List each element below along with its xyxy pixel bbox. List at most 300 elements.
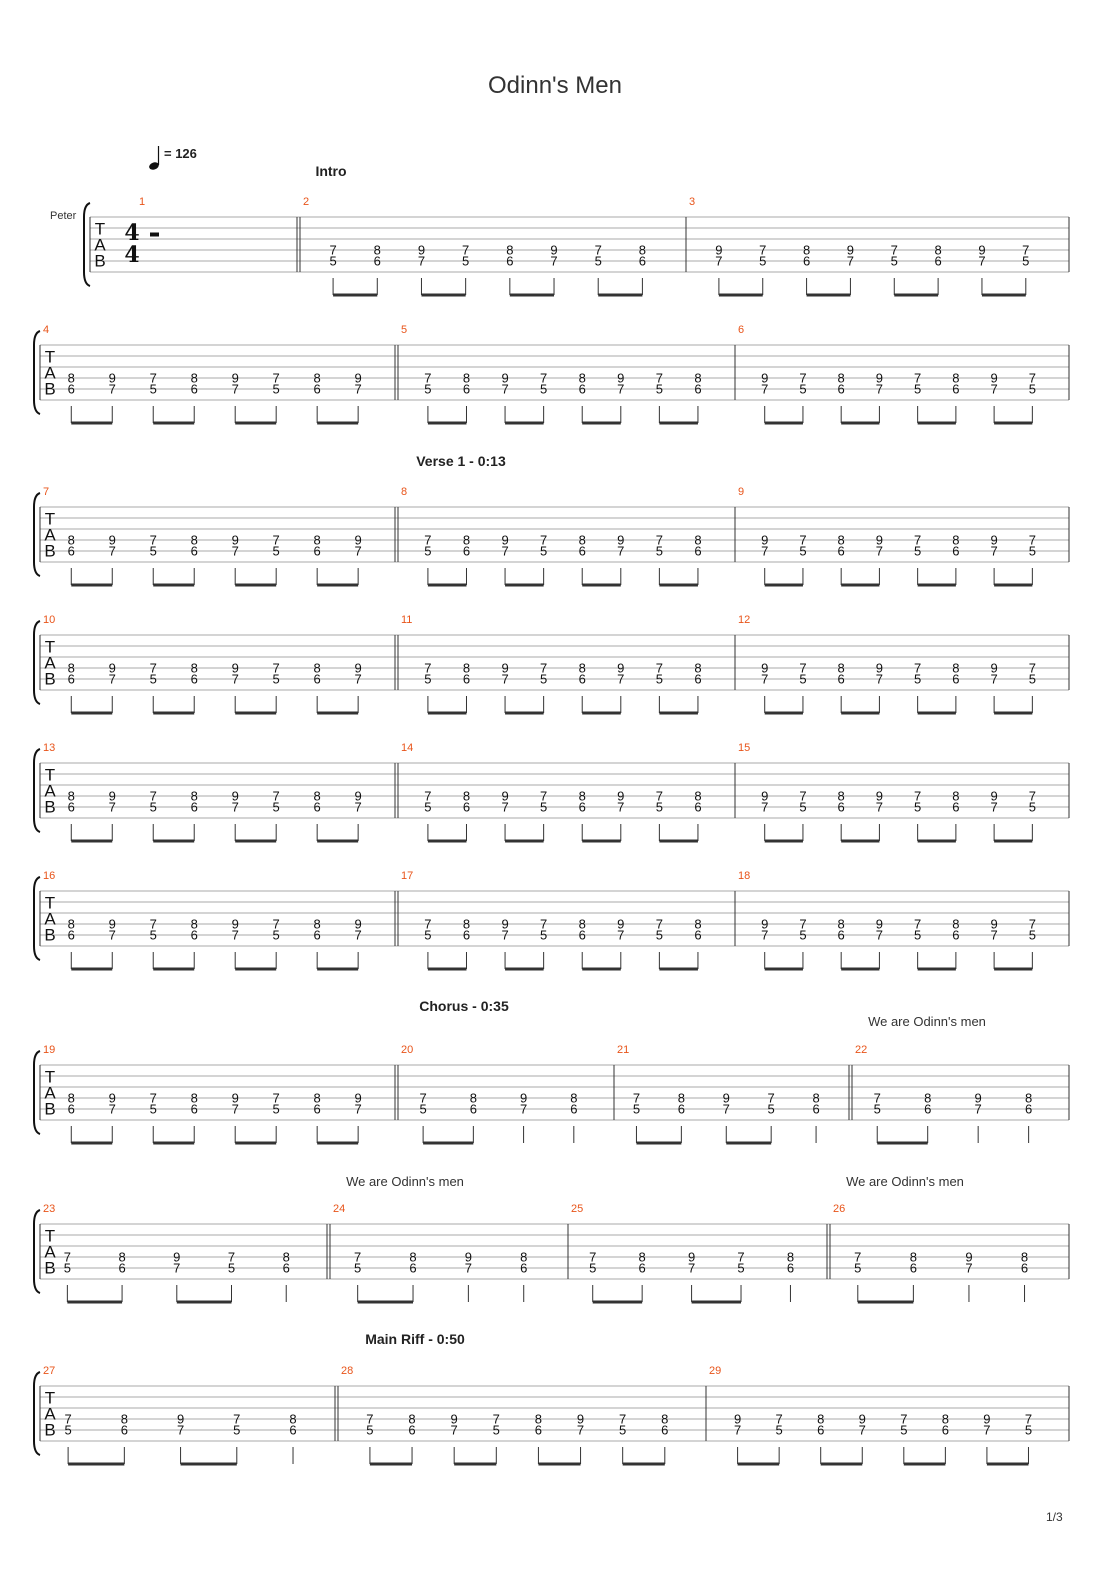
fret-number: 7: [1022, 242, 1030, 258]
fret-number: 6: [952, 381, 960, 397]
fret-number: 7: [424, 532, 432, 548]
measure-number: 24: [333, 1203, 346, 1215]
tab-clef-letter: B: [44, 1420, 56, 1440]
fret-number: 6: [190, 671, 198, 687]
fret-number: 9: [617, 916, 625, 932]
fret-number: 9: [875, 660, 884, 676]
fret-number: 5: [775, 1422, 783, 1438]
fret-number: 5: [424, 927, 432, 943]
fret-number: 7: [366, 1411, 374, 1427]
tab-clef-letter: T: [44, 509, 56, 529]
fret-number: 8: [190, 660, 198, 676]
fret-number: 7: [419, 1090, 427, 1106]
fret-number: 8: [638, 242, 647, 258]
tab-clef-letter: T: [44, 765, 56, 785]
fret-number: 6: [313, 799, 321, 815]
fret-number: 7: [914, 532, 922, 548]
measure-number: 25: [571, 1203, 584, 1215]
fret-number: 7: [854, 1249, 862, 1265]
fret-number: 9: [550, 242, 558, 258]
fret-number: 6: [952, 927, 960, 943]
tab-clef-letter: A: [44, 909, 56, 929]
fret-number: 7: [108, 927, 116, 943]
fret-number: 9: [501, 370, 509, 386]
fret-number: 8: [952, 916, 960, 932]
fret-number: 7: [1028, 660, 1036, 676]
fret-number: 9: [231, 1090, 239, 1106]
fret-number: 5: [655, 799, 663, 815]
fret-number: 7: [424, 370, 432, 386]
fret-number: 7: [990, 671, 998, 687]
fret-number: 5: [149, 927, 157, 943]
fret-number: 9: [450, 1411, 458, 1427]
fret-number: 6: [190, 543, 198, 559]
tab-clef-letter: A: [44, 1404, 56, 1424]
fret-number: 9: [761, 660, 769, 676]
fret-number: 5: [149, 799, 157, 815]
fret-number: 7: [655, 532, 663, 548]
tempo-mark: = 126: [164, 146, 197, 161]
tab-clef-letter: B: [44, 925, 56, 945]
fret-number: 9: [501, 532, 509, 548]
fret-number: 8: [313, 370, 321, 386]
fret-number: 8: [952, 532, 960, 548]
fret-number: 7: [1024, 1411, 1033, 1427]
fret-number: 8: [694, 788, 702, 804]
system-bracket: [34, 1210, 40, 1293]
fret-number: 7: [354, 1249, 362, 1265]
fret-number: 5: [655, 381, 663, 397]
measure-number: 26: [833, 1203, 846, 1215]
fret-number: 7: [63, 1249, 71, 1265]
fret-number: 7: [759, 242, 767, 258]
fret-number: 7: [914, 370, 922, 386]
fret-number: 8: [578, 788, 586, 804]
fret-number: 6: [837, 799, 845, 815]
fret-number: 7: [914, 660, 922, 676]
fret-number: 7: [231, 671, 239, 687]
fret-number: 6: [462, 927, 471, 943]
fret-number: 9: [354, 370, 362, 386]
fret-number: 5: [799, 927, 807, 943]
fret-number: 7: [990, 543, 998, 559]
fret-number: 7: [501, 543, 509, 559]
fret-number: 7: [983, 1422, 991, 1438]
fret-number: 6: [190, 799, 198, 815]
fret-number: 5: [799, 543, 807, 559]
fret-number: 6: [812, 1101, 820, 1117]
fret-number: 6: [837, 927, 845, 943]
fret-number: 6: [462, 543, 471, 559]
fret-number: 6: [462, 799, 471, 815]
fret-number: 6: [694, 543, 702, 559]
fret-number: 8: [837, 788, 845, 804]
measure-number: 4: [43, 324, 50, 336]
fret-number: 6: [934, 253, 942, 269]
fret-number: 8: [469, 1090, 477, 1106]
fret-number: 6: [409, 1260, 417, 1276]
fret-number: 7: [873, 1090, 881, 1106]
fret-number: 8: [313, 1090, 321, 1106]
fret-number: 8: [1025, 1090, 1033, 1106]
fret-number: 8: [817, 1411, 825, 1427]
tab-clef-letter: A: [44, 781, 56, 801]
fret-number: 7: [617, 927, 625, 943]
fret-number: 6: [190, 381, 198, 397]
fret-number: 5: [914, 543, 922, 559]
fret-number: 7: [978, 253, 986, 269]
fret-number: 7: [775, 1411, 783, 1427]
fret-number: 7: [990, 381, 998, 397]
fret-number: 6: [289, 1422, 297, 1438]
fret-number: 8: [837, 660, 845, 676]
fret-number: 8: [578, 532, 586, 548]
fret-number: 8: [408, 1411, 416, 1427]
fret-number: 6: [373, 253, 381, 269]
fret-number: 9: [761, 532, 769, 548]
measure-number: 12: [738, 614, 751, 626]
fret-number: 5: [149, 381, 157, 397]
fret-number: 6: [837, 671, 845, 687]
fret-number: 7: [424, 916, 432, 932]
fret-number: 7: [655, 660, 663, 676]
fret-number: 6: [638, 1260, 646, 1276]
fret-number: 5: [272, 543, 280, 559]
fret-number: 5: [492, 1422, 500, 1438]
fret-number: 9: [108, 532, 116, 548]
fret-number: 7: [149, 532, 157, 548]
fret-number: 7: [462, 242, 470, 258]
fret-number: 6: [817, 1422, 825, 1438]
fret-number: 9: [354, 788, 362, 804]
fret-number: 7: [519, 1101, 528, 1117]
measure-number: 5: [401, 324, 408, 336]
fret-number: 5: [589, 1260, 597, 1276]
fret-number: 7: [231, 543, 239, 559]
fret-number: 5: [64, 1422, 72, 1438]
fret-number: 6: [578, 543, 586, 559]
fret-number: 7: [354, 543, 362, 559]
fret-number: 7: [761, 799, 769, 815]
measure-number: 19: [43, 1044, 56, 1056]
fret-number: 7: [767, 1090, 775, 1106]
fret-number: 7: [799, 532, 807, 548]
fret-number: 7: [272, 1090, 280, 1106]
fret-number: 5: [419, 1101, 427, 1117]
fret-number: 8: [837, 370, 845, 386]
fret-number: 7: [173, 1260, 181, 1276]
fret-number: 5: [619, 1422, 627, 1438]
fret-number: 7: [875, 927, 884, 943]
fret-number: 7: [417, 253, 426, 269]
fret-number: 6: [520, 1260, 528, 1276]
fret-number: 6: [578, 381, 586, 397]
tab-clef-letter: B: [44, 541, 56, 561]
fret-number: 9: [231, 532, 239, 548]
fret-number: 9: [846, 242, 855, 258]
fret-number: 7: [354, 1101, 362, 1117]
fret-number: 6: [952, 799, 960, 815]
fret-number: 8: [118, 1249, 126, 1265]
fret-number: 7: [540, 370, 548, 386]
fret-number: 7: [890, 242, 898, 258]
fret-number: 5: [540, 671, 548, 687]
fret-number: 9: [617, 660, 625, 676]
fret-number: 7: [655, 788, 663, 804]
fret-number: 7: [501, 799, 509, 815]
fret-number: 9: [173, 1249, 181, 1265]
measure-number: 23: [43, 1203, 56, 1215]
fret-number: 5: [799, 799, 807, 815]
fret-number: 7: [858, 1422, 866, 1438]
fret-number: 8: [812, 1090, 820, 1106]
measure-number: 28: [341, 1365, 354, 1377]
fret-number: 7: [231, 799, 239, 815]
fret-number: 7: [233, 1411, 241, 1427]
fret-number: 5: [655, 671, 663, 687]
fret-number: 8: [67, 1090, 75, 1106]
fret-number: 7: [501, 671, 509, 687]
fret-number: 5: [149, 1101, 157, 1117]
fret-number: 8: [1020, 1249, 1029, 1265]
measure-number: 1: [139, 196, 146, 208]
fret-number: 7: [655, 370, 663, 386]
fret-number: 9: [761, 788, 769, 804]
lyric-text: We are Odinn's men: [846, 1174, 964, 1189]
fret-number: 9: [354, 1090, 362, 1106]
fret-number: 5: [540, 927, 548, 943]
tab-clef-letter: A: [44, 653, 56, 673]
fret-number: 9: [231, 660, 239, 676]
fret-number: 7: [176, 1422, 185, 1438]
fret-number: 7: [272, 788, 280, 804]
tab-clef-letter: B: [44, 379, 56, 399]
fret-number: 9: [501, 788, 509, 804]
fret-number: 6: [694, 381, 702, 397]
fret-number: 8: [190, 1090, 198, 1106]
fret-number: 9: [231, 916, 239, 932]
fret-number: 8: [837, 916, 845, 932]
fret-number: 7: [617, 671, 625, 687]
fret-number: 5: [354, 1260, 362, 1276]
measure-number: 18: [738, 870, 751, 882]
fret-number: 9: [464, 1249, 472, 1265]
fret-number: 9: [108, 916, 116, 932]
fret-number: 5: [759, 253, 767, 269]
fret-number: 8: [802, 242, 811, 258]
fret-number: 8: [190, 788, 198, 804]
fret-number: 7: [1028, 370, 1036, 386]
fret-number: 8: [952, 370, 960, 386]
fret-number: 5: [632, 1101, 641, 1117]
fret-number: 7: [149, 916, 157, 932]
measure-number: 7: [43, 486, 50, 498]
measure-number: 6: [738, 324, 745, 336]
measure-number: 14: [401, 742, 414, 754]
fret-number: 9: [687, 1249, 696, 1265]
fret-number: 7: [761, 671, 769, 687]
fret-number: 6: [1025, 1101, 1033, 1117]
fret-number: 8: [313, 916, 321, 932]
lyric-text: We are Odinn's men: [868, 1014, 986, 1029]
fret-number: 8: [578, 370, 586, 386]
fret-number: 8: [694, 370, 702, 386]
fret-number: 7: [990, 799, 998, 815]
fret-number: 7: [149, 370, 157, 386]
fret-number: 9: [990, 788, 998, 804]
fret-number: 6: [506, 253, 514, 269]
system-bracket: [84, 203, 90, 286]
fret-number: 8: [694, 916, 702, 932]
fret-number: 6: [462, 671, 471, 687]
fret-number: 7: [1028, 532, 1036, 548]
tab-clef-letter: T: [94, 219, 106, 239]
fret-number: 9: [722, 1090, 730, 1106]
fret-number: 8: [694, 660, 702, 676]
fret-number: 5: [914, 799, 922, 815]
fret-number: 8: [506, 242, 514, 258]
fret-number: 7: [990, 927, 998, 943]
tab-clef-letter: T: [44, 347, 56, 367]
fret-number: 7: [715, 253, 723, 269]
fret-number: 8: [909, 1249, 917, 1265]
fret-number: 9: [715, 242, 723, 258]
fret-number: 6: [578, 799, 586, 815]
system-bracket: [34, 1372, 40, 1455]
fret-number: 6: [313, 671, 321, 687]
fret-number: 8: [373, 242, 381, 258]
fret-number: 5: [655, 543, 663, 559]
fret-number: 7: [354, 927, 362, 943]
fret-number: 6: [462, 381, 471, 397]
fret-number: 7: [540, 660, 548, 676]
fret-number: 5: [1028, 927, 1036, 943]
measure-number: 20: [401, 1044, 414, 1056]
tab-clef-letter: B: [94, 251, 106, 271]
fret-number: 9: [965, 1249, 973, 1265]
fret-number: 9: [733, 1411, 742, 1427]
fret-number: 5: [424, 799, 432, 815]
fret-number: 7: [799, 370, 807, 386]
fret-number: 6: [638, 253, 647, 269]
fret-number: 6: [694, 799, 702, 815]
fret-number: 6: [67, 927, 75, 943]
fret-number: 5: [366, 1422, 374, 1438]
fret-number: 5: [540, 543, 548, 559]
fret-number: 7: [761, 543, 769, 559]
fret-number: 6: [313, 1101, 321, 1117]
fret-number: 9: [978, 242, 986, 258]
fret-number: 6: [941, 1422, 949, 1438]
fret-number: 6: [924, 1101, 932, 1117]
tab-clef-letter: B: [44, 1099, 56, 1119]
fret-number: 6: [313, 381, 321, 397]
fret-number: 6: [469, 1101, 477, 1117]
fret-number: 7: [149, 660, 157, 676]
lyric-text: We are Odinn's men: [346, 1174, 464, 1189]
fret-number: 8: [67, 916, 75, 932]
fret-number: 8: [67, 532, 75, 548]
fret-number: 8: [282, 1249, 290, 1265]
fret-number: 7: [655, 916, 663, 932]
fret-number: 8: [520, 1249, 528, 1265]
fret-number: 7: [617, 543, 625, 559]
fret-number: 8: [534, 1411, 543, 1427]
fret-number: 5: [799, 671, 807, 687]
fret-number: 7: [464, 1260, 472, 1276]
fret-number: 8: [462, 916, 471, 932]
measure-number: 16: [43, 870, 56, 882]
fret-number: 7: [875, 671, 884, 687]
fret-number: 7: [149, 788, 157, 804]
fret-number: 7: [108, 671, 116, 687]
score-title: Odinn's Men: [488, 72, 622, 99]
fret-number: 7: [914, 916, 922, 932]
fret-number: 6: [190, 927, 198, 943]
fret-number: 9: [501, 660, 509, 676]
measure-number: 21: [617, 1044, 630, 1056]
measure-number: 27: [43, 1365, 56, 1377]
fret-number: 7: [492, 1411, 500, 1427]
measure-number: 17: [401, 870, 414, 882]
tab-clef-letter: T: [44, 1388, 56, 1408]
instrument-name: Peter: [50, 210, 77, 222]
fret-number: 7: [687, 1260, 696, 1276]
fret-number: 9: [617, 788, 625, 804]
fret-number: 9: [617, 370, 625, 386]
fret-number: 9: [858, 1411, 866, 1427]
section-title: Chorus - 0:35: [419, 998, 509, 1014]
fret-number: 8: [409, 1249, 417, 1265]
fret-number: 9: [519, 1090, 528, 1106]
fret-number: 7: [761, 381, 769, 397]
fret-number: 5: [890, 253, 898, 269]
fret-number: 6: [786, 1260, 795, 1276]
fret-number: 9: [983, 1411, 991, 1427]
fret-number: 8: [67, 660, 75, 676]
fret-number: 8: [190, 532, 198, 548]
tab-clef-letter: T: [44, 893, 56, 913]
fret-number: 5: [329, 253, 337, 269]
fret-number: 9: [875, 788, 884, 804]
fret-number: 8: [462, 370, 471, 386]
section-title: Intro: [315, 163, 347, 179]
fret-number: 7: [272, 532, 280, 548]
fret-number: 6: [802, 253, 811, 269]
measure-number: 9: [738, 486, 745, 498]
fret-number: 8: [120, 1411, 128, 1427]
fret-number: 5: [233, 1422, 241, 1438]
fret-number: 6: [120, 1422, 128, 1438]
fret-number: 6: [661, 1422, 669, 1438]
fret-number: 8: [941, 1411, 949, 1427]
fret-number: 7: [354, 671, 362, 687]
fret-number: 6: [1020, 1260, 1029, 1276]
fret-number: 5: [227, 1260, 236, 1276]
fret-number: 7: [965, 1260, 973, 1276]
fret-number: 7: [761, 927, 769, 943]
fret-number: 9: [875, 916, 884, 932]
fret-number: 9: [501, 916, 509, 932]
section-title: Main Riff - 0:50: [365, 1331, 465, 1347]
fret-number: 7: [272, 660, 280, 676]
fret-number: 7: [875, 381, 884, 397]
fret-number: 5: [873, 1101, 881, 1117]
measure-number: 29: [709, 1365, 722, 1377]
fret-number: 7: [424, 660, 432, 676]
fret-number: 8: [694, 532, 702, 548]
fret-number: 9: [231, 788, 239, 804]
